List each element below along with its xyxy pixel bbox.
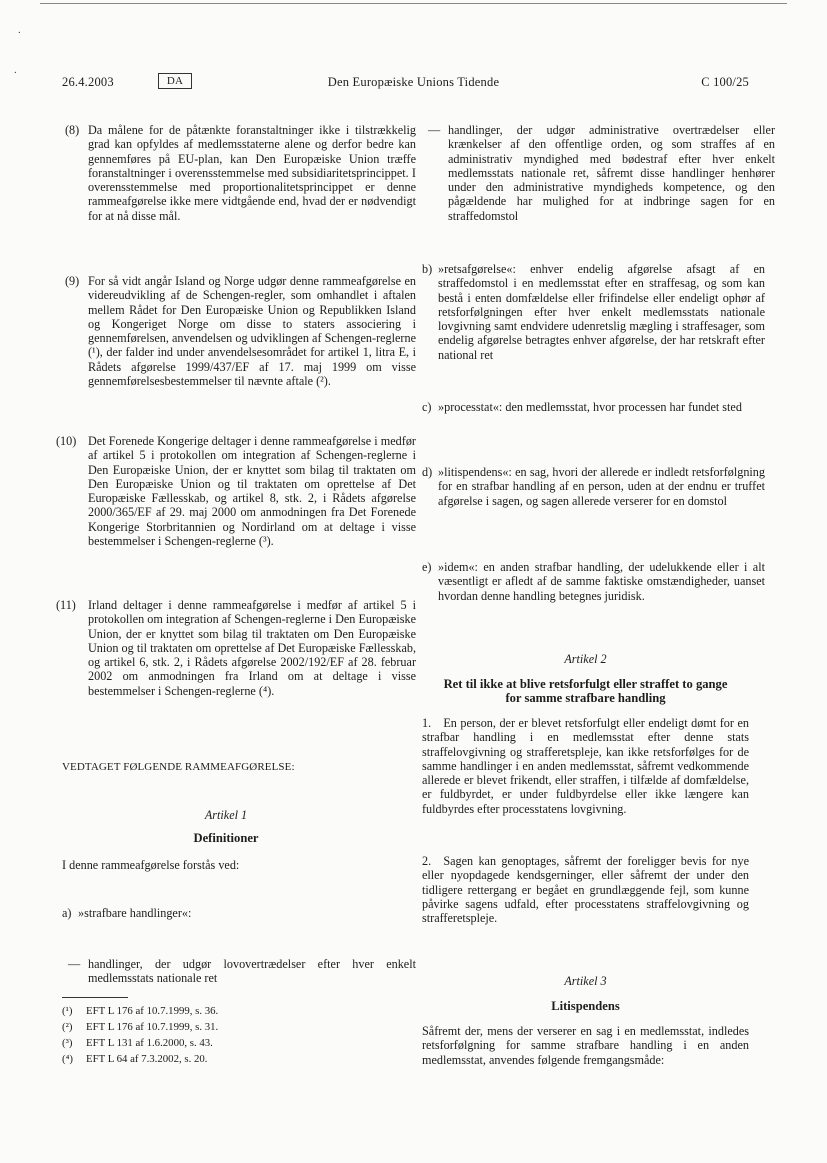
adoption-statement: VEDTAGET FØLGENDE RAMMEAFGØRELSE: bbox=[62, 761, 295, 773]
footnote-number: (¹) bbox=[62, 1005, 73, 1017]
item-text: »idem«: en anden strafbar handling, der udelukkende eller i alt væsentligt er afledt af de samme faktiske omstændigheder, uanset hvordan denne handling betegnes juridisk. bbox=[438, 560, 765, 603]
item-letter: b) bbox=[422, 262, 433, 276]
article-1-title: Definitioner bbox=[193, 831, 259, 845]
issue-number: C 100/25 bbox=[701, 75, 749, 89]
recital-number: (11) bbox=[56, 598, 76, 612]
article-3-paragraph: Såfremt der, mens der verserer en sag i en medlemsstat, indledes retsforfølgning for samme strafbare handling i en anden medlemsstat, anvendes følgende fremgangsmåde: bbox=[422, 1024, 749, 1067]
definition-d bbox=[422, 465, 765, 508]
article-1-label: Artikel 1 bbox=[204, 808, 248, 822]
item-text: »litispendens«: en sag, hvori der allerede er indledt retsforfølgning for en strafbar handling af en person, uden at der endnu er truffet afgørelse i sagen, og sagen allerede verserer for en domstol bbox=[438, 465, 765, 508]
article-2-paragraph-2: 2. Sagen kan genoptages, såfremt der foreligger bevis for nye eller nyopdagede kendsgerninger, eller såfremt der under den tidligere rettergang er begået en grundlæggende fejl, som kunne påvirke sagens udfald, efter processtatens straffelovgivning og strafferetspleje. bbox=[422, 854, 749, 926]
dash-marker: — bbox=[428, 123, 441, 137]
definition-a-dash-2 bbox=[422, 123, 775, 223]
recital-number: (9) bbox=[65, 274, 80, 288]
item-text: »strafbare handlinger«: bbox=[78, 906, 192, 920]
definition-b bbox=[422, 262, 765, 362]
article-2-paragraph-1: 1. En person, der er blevet retsforfulgt eller endeligt dømt for en strafbar handling i en medlemsstat efter denne stats straffelovgivning og strafferetspleje, kan ikke retsforfølges for de samme handlinger i en anden medlemsstat, såfremt vedkommende allerede er blevet frikendt, eller straffen, i tilfælde af domfældelse, er fuldbyrdet, er under fuldbyrdelse eller ikke længere kan fuldbyrdes efter processtatens lovgivning. bbox=[422, 716, 749, 816]
definition-a-dash-1 bbox=[62, 957, 416, 986]
scan-speck: . bbox=[14, 64, 17, 76]
footnote-text: EFT L 176 af 10.7.1999, s. 31. bbox=[86, 1021, 219, 1033]
dash-text: handlinger, der udgør administrative overtrædelser eller krænkelser af den offentlige orden, og som straffes af en administrativ myndighed med bødestraf efter hver enkelt medlemsstats nationale ret, såfremt disse handlinger henhører under den administrative myndigheds kompetence, og den pågældende har mulighed for at indbringe sagen for en straffedomstol bbox=[448, 123, 775, 223]
dash-marker: — bbox=[68, 957, 81, 971]
footnote-text: EFT L 131 af 1.6.2000, s. 43. bbox=[86, 1037, 213, 1049]
footnote bbox=[62, 1037, 213, 1050]
article-3-title: Litispendens bbox=[551, 999, 620, 1013]
item-text: »processtat«: den medlemsstat, hvor processen har fundet sted bbox=[438, 400, 742, 414]
top-edge-line bbox=[40, 3, 787, 4]
recital-number: (8) bbox=[65, 123, 80, 137]
item-letter: d) bbox=[422, 465, 433, 479]
recital-10 bbox=[56, 434, 416, 549]
footnote bbox=[62, 1005, 218, 1018]
item-text: »retsafgørelse«: enhver endelig afgørelse afsagt af en straffedomstol i en medlemsstat efter en straffesag, og som kan bestå i enten domfældelse eller frifindelse eller endeligt ophør af retsforfølgningen efter hver enkelt medlemsstats nationale lovgivning samt endvidere udenretslig mægling i straffesager, som endelig afgørelse betragtes enhver afgørelse, der har retskraft efter national ret bbox=[438, 262, 765, 362]
recital-11 bbox=[56, 598, 416, 698]
definitions-intro: I denne rammeafgørelse forstås ved: bbox=[62, 858, 240, 872]
article-3-label: Artikel 3 bbox=[564, 974, 607, 988]
article-2-title: Ret til ikke at blive retsforfulgt eller straffet to gange for samme strafbare handling bbox=[443, 677, 728, 706]
language-badge: DA bbox=[158, 73, 192, 89]
definition-a bbox=[62, 906, 406, 920]
item-letter: c) bbox=[422, 400, 432, 414]
item-letter: a) bbox=[62, 906, 72, 920]
item-letter: e) bbox=[422, 560, 432, 574]
recital-9 bbox=[62, 274, 416, 388]
recital-8 bbox=[62, 123, 416, 223]
footnote-number: (⁴) bbox=[62, 1053, 73, 1065]
recital-text: Det Forenede Kongerige deltager i denne rammeafgørelse i medfør af artikel 5 i protokollen om integration af Schengen-reglerne i Den Europæiske Union, der er knyttet som bilag til traktaten om Den Europæiske Union og til traktaten om oprettelse af Det Europæiske Fællesskab, og artikel 8, stk. 2, i Rådets afgørelse 2000/365/EF af 29. maj 2000 om anmodningen fra Det Forenede Kongerige Storbritannien og Nordirland om at deltage i visse bestemmelser i Schengen-reglerne (³). bbox=[88, 434, 416, 549]
footnote-text: EFT L 176 af 10.7.1999, s. 36. bbox=[86, 1005, 219, 1017]
recital-text: Irland deltager i denne rammeafgørelse i medfør af artikel 5 i protokollen om integration af Schengen-reglerne i Den Europæiske Union, der er knyttet som bilag til traktaten om Den Europæiske Union og til traktaten om oprettelse af Det Europæiske Fællesskab, og artikel 6, stk. 2, i Rådets afgørelse 2002/192/EF af 28. februar 2002 om anmodningen fra Irland om at deltage i visse bestemmelser i Schengen-reglerne (⁴). bbox=[88, 598, 416, 698]
footnote-text: EFT L 64 af 7.3.2002, s. 20. bbox=[86, 1053, 208, 1065]
footnote bbox=[62, 1021, 218, 1034]
scan-speck: . bbox=[18, 24, 21, 36]
footnote-divider bbox=[62, 997, 128, 998]
footnote bbox=[62, 1053, 207, 1066]
definition-e bbox=[422, 560, 765, 603]
recital-text: For så vidt angår Island og Norge udgør denne rammeafgørelse en videreudvikling af de Schengen-regler, som omhandlet i aftalen mellem Rådet for Den Europæiske Union og Republikken Island og Kongeriget Norge om disse to staters associering i gennemførelsen, anvendelsen og udviklingen af Schengen-reglerne (¹), der falder ind under anvendelsesområdet for artikel 1, litra E, i Rådets afgørelse 1999/437/EF af 17. maj 1999 om visse gennemførelsesbestemmelser til nævnte aftale (²). bbox=[88, 274, 416, 389]
footnote-number: (²) bbox=[62, 1021, 73, 1033]
footnote-number: (³) bbox=[62, 1037, 73, 1049]
recital-number: (10) bbox=[56, 434, 77, 448]
recital-text: Da målene for de påtænkte foranstaltninger ikke i tilstrækkelig grad kan opfyldes af medlemsstaterne alene og derfor bedre kan gennemføres på EU-plan, kan Den Europæiske Union træffe foranstaltninger i overensstemmelse med subsidiaritetsprincippet. I overensstemmelse med proportionalitetsprincippet er denne rammeafgørelse ikke mere vidtgående end, hvad der er nødvendigt for at nå disse mål. bbox=[88, 123, 416, 223]
article-2-label: Artikel 2 bbox=[564, 652, 607, 666]
journal-title: Den Europæiske Unions Tidende bbox=[327, 75, 500, 89]
publication-date: 26.4.2003 bbox=[62, 75, 114, 89]
dash-text: handlinger, der udgør lovovertrædelser efter hver enkelt medlemsstats nationale ret bbox=[88, 957, 416, 986]
definition-c bbox=[422, 400, 765, 414]
